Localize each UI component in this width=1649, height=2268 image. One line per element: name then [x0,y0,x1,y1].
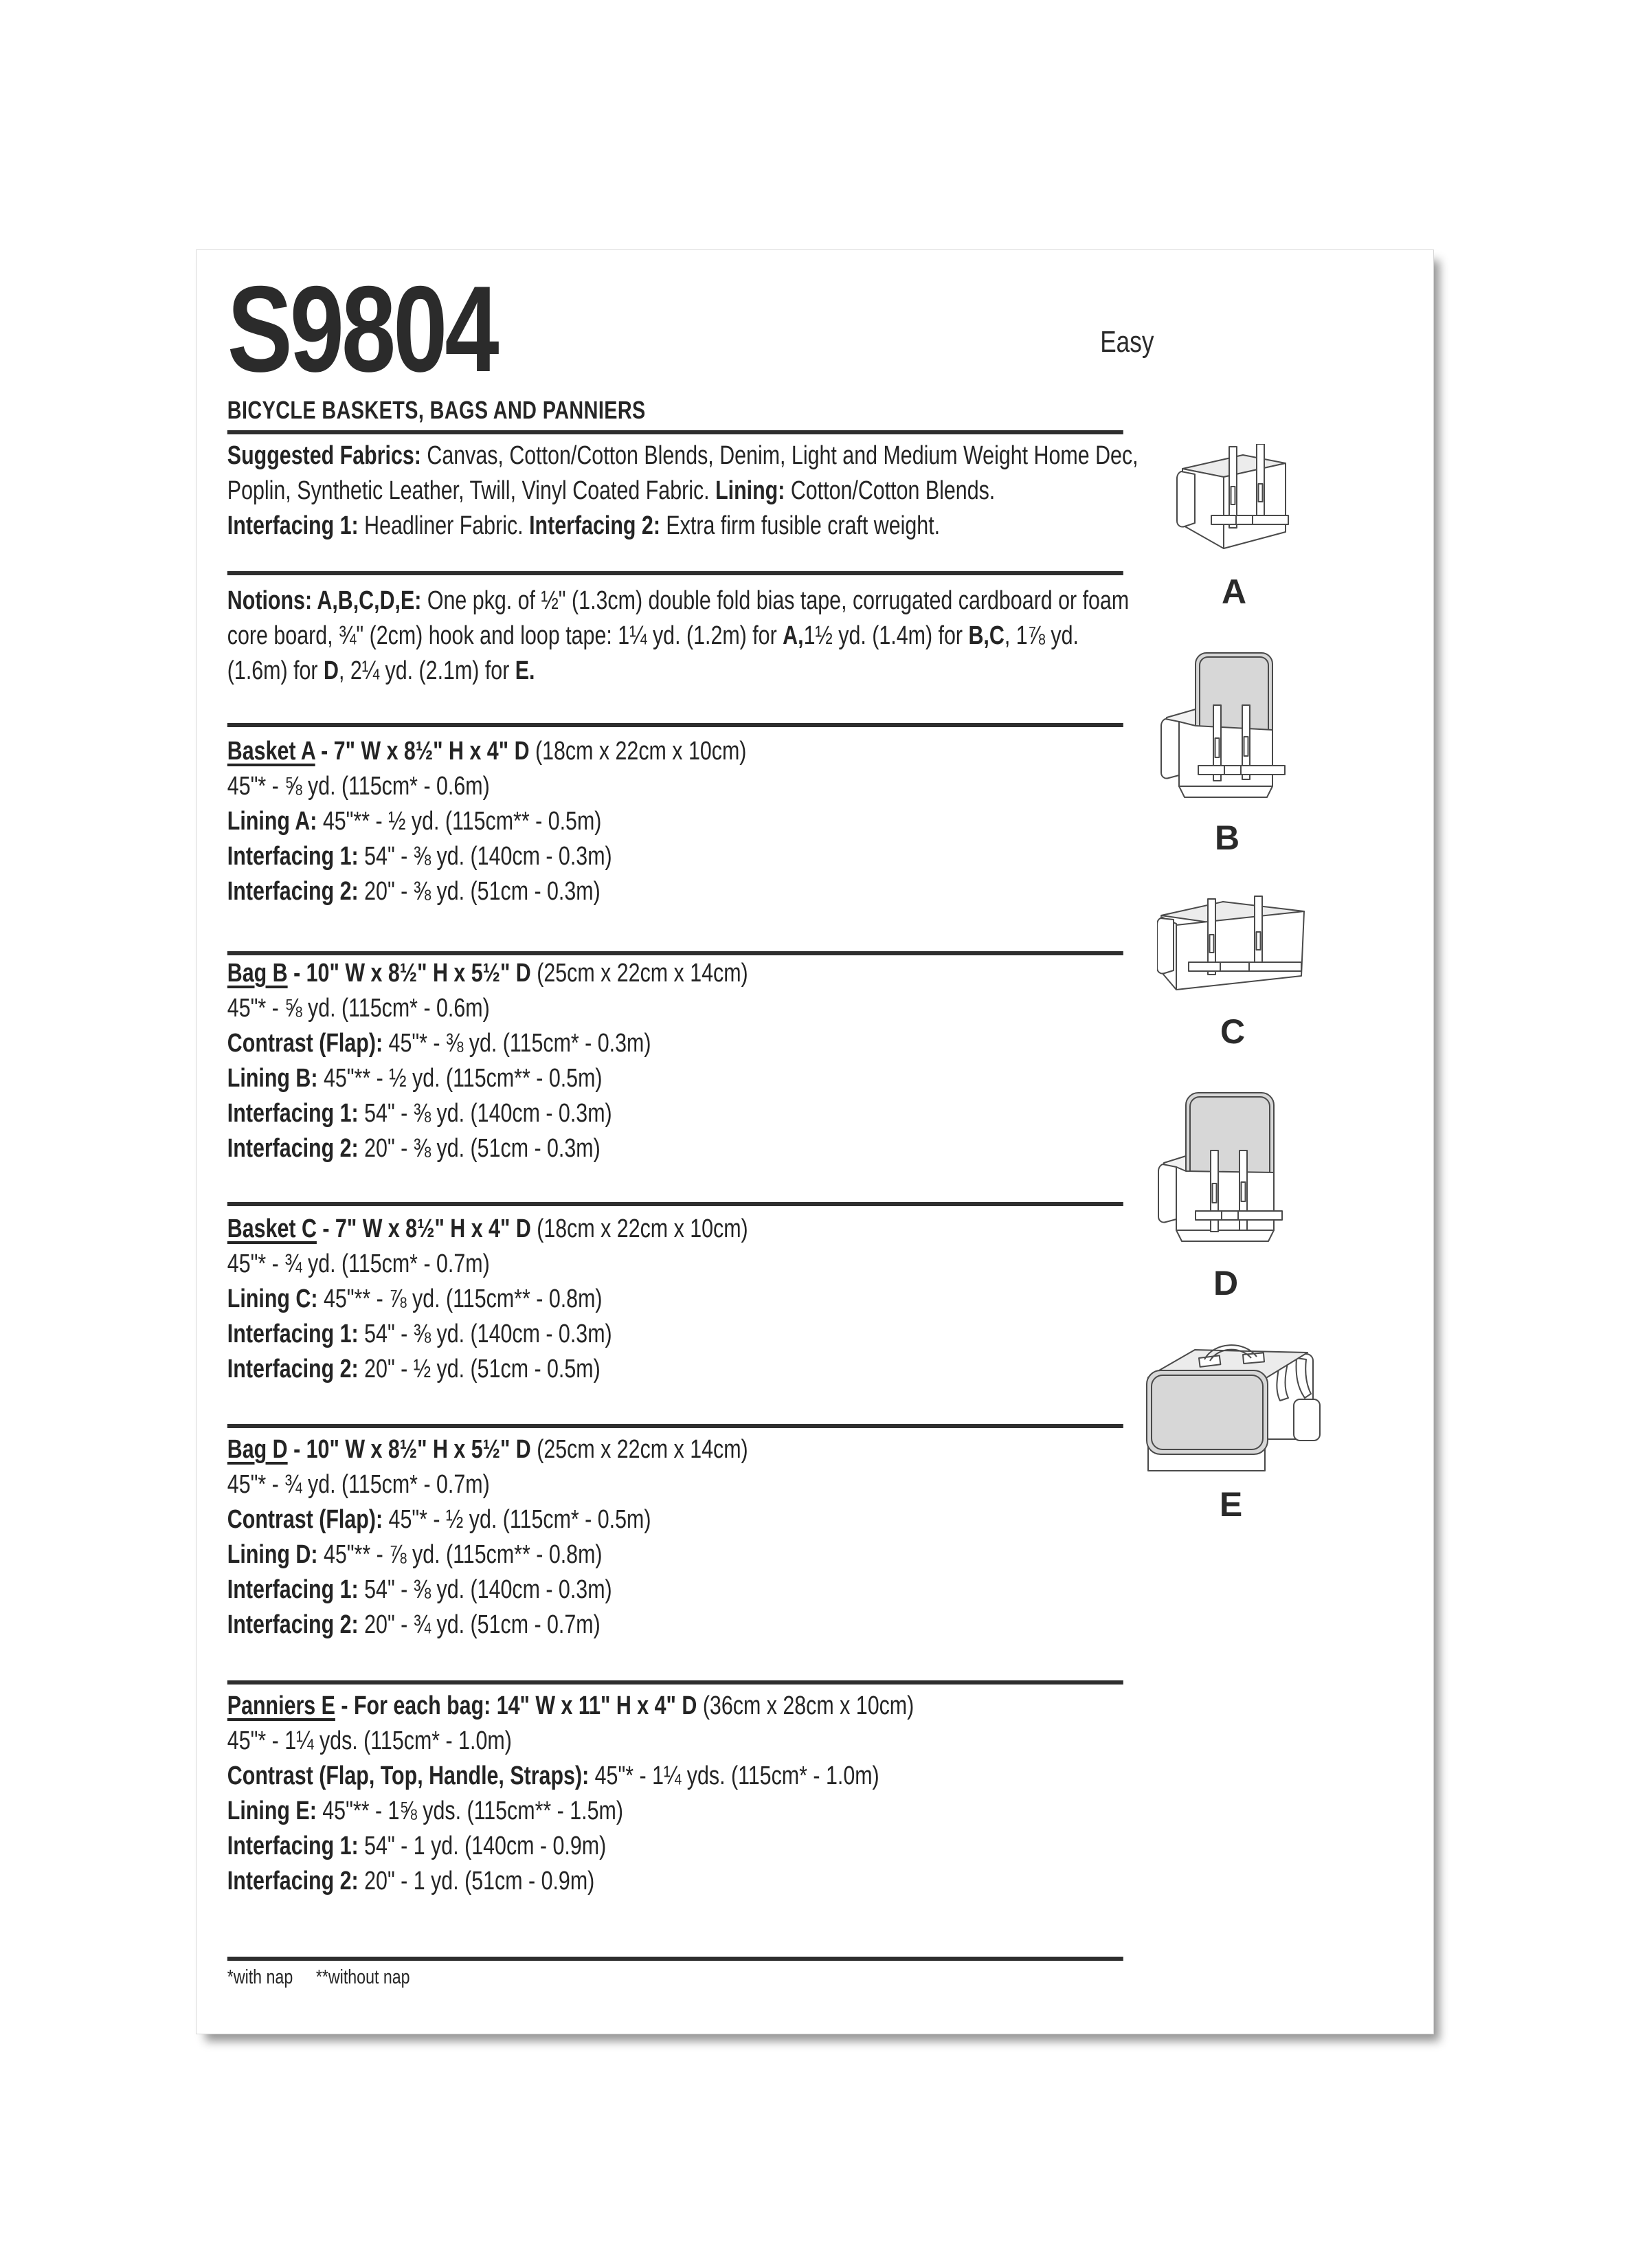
text-segment: - 7" W x 8½" H x 4" D [316,1214,537,1243]
text-segment: Interfacing 1: [227,842,359,871]
bag-d-drawing [1157,1091,1294,1254]
text-segment: 45"* - 1¼ yds. (115cm* - 1.0m) [589,1761,879,1790]
view-d-label: D [1213,1264,1239,1302]
text-segment: Lining: [715,476,785,505]
text-segment: - For each bag: 14" W x 11" H x 4" D [335,1691,703,1720]
basket-a-drawing [1176,444,1292,562]
text-segment: 54" - ⅜ yd. (140cm - 0.3m) [358,842,612,871]
text-segment: , 1⅞ yd. [1004,621,1079,650]
text-segment: Cotton/Cotton Blends. [785,476,996,505]
text-segment: 45"** - ⅞ yd. (115cm** - 0.8m) [317,1540,603,1569]
text-segment: - 10" W x 8½" H x 5½" D [287,959,537,988]
illustration-column [197,250,1433,2034]
text-segment: Basket C [227,1214,317,1243]
text-segment: One pkg. of ½" (1.3cm) double fold bias tape, corrugated cardboard or foam [421,586,1130,615]
text-segment: 45"* - ¾ yd. (115cm* - 0.7m) [227,1470,490,1499]
text-segment: Interfacing 1: [227,1575,359,1604]
text-segment: Interfacing 1: [227,1320,359,1348]
text-segment: Extra firm fusible craft weight. [660,511,941,540]
text-segment: Interfacing 2: [227,1867,359,1895]
text-segment: Lining B: [227,1064,318,1093]
text-segment: , 2¼ yd. (2.1m) for [338,656,515,685]
text-segment: Lining C: [227,1285,318,1313]
text-segment: 45"* - ½ yd. (115cm* - 0.5m) [383,1505,651,1534]
text-segment: 45"* - ¾ yd. (115cm* - 0.7m) [227,1249,490,1278]
text-segment: 20" - ⅜ yd. (51cm - 0.3m) [358,877,601,906]
text-segment: 54" - ⅜ yd. (140cm - 0.3m) [358,1099,612,1128]
text-segment: (25cm x 22cm x 14cm) [537,1435,748,1464]
text-segment: (18cm x 22cm x 10cm) [535,737,747,766]
text-segment: Contrast (Flap, Top, Handle, Straps): [227,1761,590,1790]
view-b-label: B [1214,819,1240,857]
text-segment: Lining A: [227,807,317,836]
text-segment: Lining E: [227,1797,317,1825]
text-segment: 45"** - 1⅝ yds. (115cm** - 1.5m) [316,1797,623,1825]
view-a-label: A [1221,572,1247,611]
text-segment: Contrast (Flap): [227,1029,383,1058]
pattern-envelope-back [196,249,1434,2034]
text-segment: 45"* - ⅝ yd. (115cm* - 0.6m) [227,994,490,1023]
basket-c-drawing [1157,895,1310,997]
text-segment: B,C [968,621,1005,650]
text-segment: (18cm x 22cm x 10cm) [537,1214,748,1243]
text-segment: Interfacing 1: [227,1099,359,1128]
pattern-number: S9804 [227,260,497,397]
text-segment: Interfacing 1: [227,1832,359,1860]
text-segment: Bag D [227,1435,288,1464]
text-segment: 54" - ⅜ yd. (140cm - 0.3m) [358,1575,612,1604]
text-segment: 45"** - ⅞ yd. (115cm** - 0.8m) [317,1285,603,1313]
text-segment: 54" - ⅜ yd. (140cm - 0.3m) [358,1320,612,1348]
text-segment: Basket A [227,737,315,766]
text-segment: Contrast (Flap): [227,1505,383,1534]
text-segment: Headliner Fabric. [358,511,530,540]
text-segment: 45"* - 1¼ yds. (115cm* - 1.0m) [227,1726,512,1755]
text-segment: 20" - ⅜ yd. (51cm - 0.3m) [358,1134,601,1163]
text-segment: Interfacing 1: [227,511,359,540]
text-segment: Interfacing 2: [529,511,660,540]
view-c-label: C [1220,1012,1246,1051]
text-segment: 45"** - ½ yd. (115cm** - 0.5m) [317,1064,603,1093]
without-nap-note: **without nap [315,1966,410,1988]
text-segment: Suggested Fabrics: [227,441,421,470]
bag-b-drawing [1158,650,1296,810]
category-title: BICYCLE BASKETS, BAGS AND PANNIERS [227,396,646,424]
text-segment: 20" - ½ yd. (51cm - 0.5m) [358,1355,601,1383]
text-segment: Poplin, Synthetic Leather, Twill, Vinyl Coated Fabric. [227,476,716,505]
text-segment: 45"** - ½ yd. (115cm** - 0.5m) [317,807,602,836]
text-segment: Interfacing 2: [227,1610,359,1639]
text-segment: Notions: A,B,C,D,E: [227,586,422,615]
text-segment: 1½ yd. (1.4m) for [803,621,969,650]
text-segment: E. [515,656,535,685]
text-segment: Canvas, Cotton/Cotton Blends, Denim, Light and Medium Weight Home Dec, [420,441,1138,470]
text-segment: Interfacing 2: [227,1355,359,1383]
text-segment: Interfacing 2: [227,1134,359,1163]
text-segment: D [324,656,339,685]
text-segment: Interfacing 2: [227,877,359,906]
text-segment: - 10" W x 8½" H x 5½" D [287,1435,537,1464]
text-segment: A, [783,621,804,650]
with-nap-note: *with nap [227,1966,293,1988]
text-segment: (36cm x 28cm x 10cm) [702,1691,915,1720]
text-segment: Panniers E [227,1691,335,1720]
text-segment: 20" - ¾ yd. (51cm - 0.7m) [358,1610,601,1639]
text-segment: Bag B [227,959,288,988]
text-segment: core board, ¾" (2cm) hook and loop tape: 1¼ yd. (1.2m) for [227,621,783,650]
text-segment: (25cm x 22cm x 14cm) [537,959,748,988]
text-segment: 20" - 1 yd. (51cm - 0.9m) [358,1867,595,1895]
text-segment: Lining D: [227,1540,318,1569]
text-segment: (1.6m) for [227,656,324,685]
difficulty-label: Easy [1100,325,1154,359]
text-segment: 45"* - ⅝ yd. (115cm* - 0.6m) [227,772,490,801]
panniers-e-drawing [1133,1336,1329,1480]
text-segment: 54" - 1 yd. (140cm - 0.9m) [358,1832,607,1860]
text-segment: 45"* - ⅜ yd. (115cm* - 0.3m) [383,1029,651,1058]
view-e-label: E [1219,1485,1243,1524]
text-segment: - 7" W x 8½" H x 4" D [315,737,535,766]
